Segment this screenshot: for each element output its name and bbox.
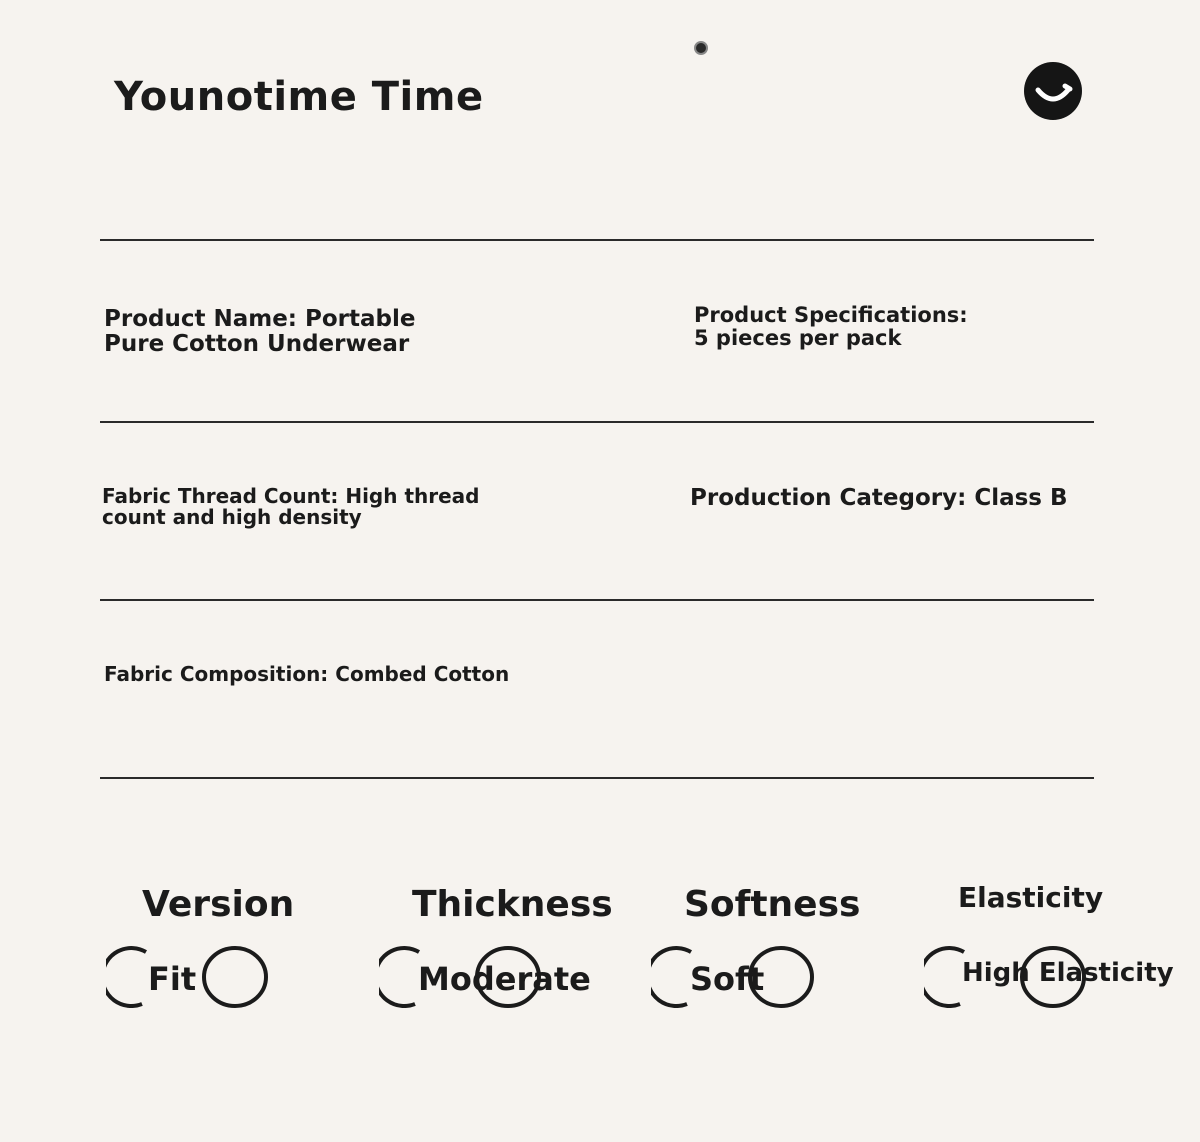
- decorative-dot: [694, 41, 708, 55]
- divider-1: [100, 239, 1094, 241]
- production-category: Production Category: Class B: [690, 485, 1068, 511]
- divider-2: [100, 421, 1094, 423]
- fabric-composition: Fabric Composition: Combed Cotton: [104, 662, 510, 686]
- attribute-value-thickness: Moderate: [418, 960, 591, 998]
- attribute-title-version: Version: [142, 884, 295, 925]
- divider-3: [100, 599, 1094, 601]
- attribute-value-version: Fit: [148, 960, 197, 998]
- fabric-thread-count: Fabric Thread Count: High thread count and high density: [102, 484, 480, 529]
- ring-right-icon: [202, 946, 268, 1008]
- attribute-title-softness: Softness: [684, 884, 861, 925]
- product-specifications: Product Specifications: 5 pieces per pack: [694, 303, 968, 350]
- brand-title: Younotime Time: [114, 74, 484, 120]
- attribute-value-softness: Soft: [690, 960, 765, 998]
- attribute-title-elasticity: Elasticity: [958, 881, 1104, 914]
- smile-logo-icon: [1024, 62, 1082, 120]
- attribute-value-elasticity: High Elasticity: [962, 958, 1174, 988]
- divider-4: [100, 777, 1094, 779]
- product-name: Product Name: Portable Pure Cotton Underwear: [104, 306, 416, 357]
- attribute-title-thickness: Thickness: [412, 884, 613, 925]
